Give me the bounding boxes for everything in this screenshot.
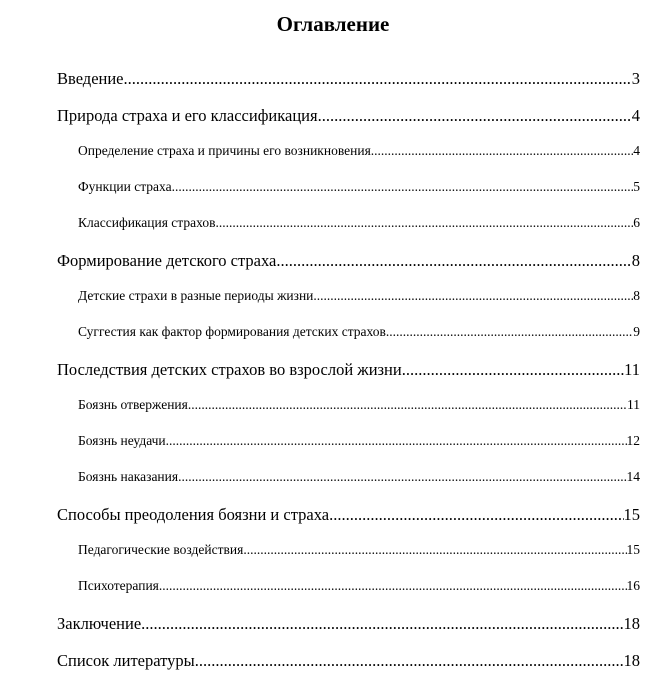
dot-leader (159, 578, 627, 594)
toc-entry[interactable] (57, 542, 640, 558)
dot-leader (243, 542, 626, 558)
toc-entry-page: 4 (631, 106, 640, 125)
toc-entry-page: 9 (633, 324, 640, 339)
toc-entry-page: 8 (631, 251, 640, 270)
dot-leader (402, 360, 624, 380)
dot-leader (371, 143, 633, 159)
toc-entry-label: Заключение (57, 614, 142, 633)
toc-entry-label: Введение (57, 69, 124, 88)
toc-entry-label: Функции страха (78, 179, 172, 194)
toc-entry-label: Природа страха и его классификация (57, 106, 318, 125)
toc-entry-page: 11 (627, 397, 640, 412)
dot-leader (188, 397, 627, 413)
toc-entry[interactable] (57, 505, 640, 525)
toc-entry-page: 11 (624, 360, 640, 379)
toc-entry-page: 15 (623, 505, 640, 524)
toc-entry-label: Суггестия как фактор формирования детских страхов (78, 324, 386, 339)
toc-entry[interactable] (57, 106, 640, 126)
dot-leader (276, 251, 631, 271)
dot-leader (318, 106, 632, 126)
toc-entry-page: 18 (623, 651, 640, 670)
toc-entry[interactable] (57, 215, 640, 231)
dot-leader (386, 324, 633, 340)
dot-leader (195, 651, 624, 671)
toc-entry-page: 15 (626, 542, 640, 557)
toc-entry-page: 3 (631, 69, 640, 88)
dot-leader (166, 433, 627, 449)
toc-entry[interactable] (57, 360, 640, 380)
toc-entry-label: Список литературы (57, 651, 195, 670)
toc-entry-label: Формирование детского страха (57, 251, 277, 270)
toc-entry[interactable] (57, 614, 640, 634)
toc-entry-label: Детские страхи в разные периоды жизни (78, 288, 314, 303)
toc-entry-page: 12 (626, 433, 640, 448)
toc-entry-label: Педагогические воздействия (78, 542, 244, 557)
toc-entry-page: 6 (633, 215, 640, 230)
dot-leader (178, 469, 626, 485)
toc-entry[interactable] (57, 651, 640, 671)
toc-entry[interactable] (57, 397, 640, 413)
toc-entry-page: 14 (626, 469, 640, 484)
toc-entry-label: Боязнь наказания (78, 469, 179, 484)
toc-entry-label: Последствия детских страхов во взрослой жизни (57, 360, 402, 379)
toc-entry-page: 5 (633, 179, 640, 194)
toc-entry-page: 16 (626, 578, 640, 593)
dot-leader (172, 179, 634, 195)
dot-leader (124, 69, 632, 89)
toc-entry-label: Боязнь неудачи (78, 433, 166, 448)
toc-entry[interactable] (57, 469, 640, 485)
toc-entry-label: Определение страха и причины его возникновения (78, 143, 371, 158)
toc-entry[interactable] (57, 179, 640, 195)
dot-leader (215, 215, 633, 231)
toc-list (57, 69, 640, 671)
toc-entry-label: Способы преодоления боязни и страха (57, 505, 330, 524)
toc-entry-label: Боязнь отвержения (78, 397, 188, 412)
toc-entry[interactable] (57, 288, 640, 304)
dot-leader (313, 288, 633, 304)
page-title: Оглавление (276, 12, 390, 36)
toc-entry[interactable] (57, 324, 640, 340)
toc-entry-label: Психотерапия (78, 578, 159, 593)
toc-entry-page: 8 (633, 288, 640, 303)
toc-entry[interactable] (57, 433, 640, 449)
toc-entry[interactable] (57, 251, 640, 271)
toc-entry[interactable] (57, 578, 640, 594)
dot-leader (329, 505, 623, 525)
toc-entry[interactable] (57, 143, 640, 159)
toc-entry[interactable] (57, 69, 640, 89)
dot-leader (141, 614, 623, 634)
toc-entry-page: 18 (623, 614, 640, 633)
toc-entry-label: Классификация страхов (78, 215, 216, 230)
toc-entry-page: 4 (633, 143, 640, 158)
